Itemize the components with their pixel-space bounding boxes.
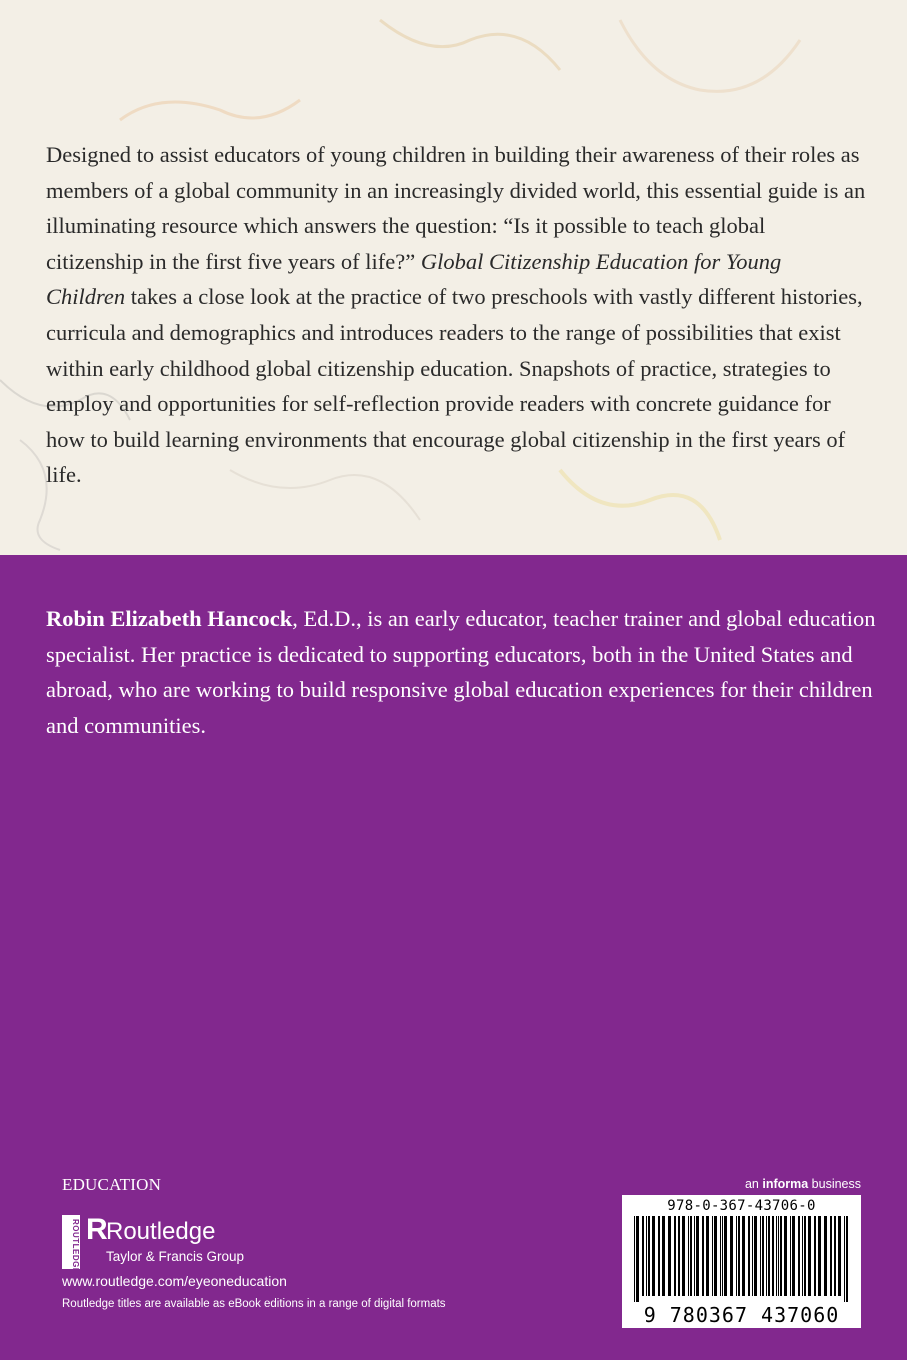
barcode-bar [648, 1216, 650, 1296]
barcode-bar [642, 1216, 644, 1296]
barcode-bar [652, 1216, 655, 1296]
author-name: Robin Elizabeth Hancock [46, 606, 293, 631]
barcode-bar [808, 1216, 811, 1296]
barcode-bars [634, 1216, 849, 1302]
barcode-digits: 9 780367 437060 [643, 1303, 840, 1327]
barcode-bar [802, 1216, 803, 1296]
publisher-group: Taylor & Francis Group [106, 1249, 245, 1264]
author-bio [46, 601, 876, 743]
barcode-bar [814, 1216, 816, 1296]
barcode-bar [730, 1216, 733, 1296]
barcode-bar [682, 1216, 685, 1296]
barcode-bar [688, 1216, 689, 1296]
barcode-bar [846, 1216, 848, 1302]
routledge-vertical-mark [62, 1215, 80, 1274]
barcode-bar [824, 1216, 827, 1296]
isbn-hyphenated: 978-0-367-43706-0 [667, 1198, 816, 1214]
barcode-bar [766, 1216, 767, 1296]
barcode-bar [662, 1216, 665, 1296]
informa-suffix: business [808, 1177, 861, 1191]
barcode-bar [830, 1216, 832, 1296]
blurb-text-end: takes a close look at the practice of two preschools with vastly different histories, curricula and demographics and introduces readers to the range of possibilities that exist within early childhood global citizenship education. Snapshots of practice, strategies to employ and opportunities for self-reflection provide readers with concrete guidance for how to build learning environments that encourage global citizenship in the first years of life. [46, 284, 863, 488]
barcode-bar [668, 1216, 671, 1296]
barcode-bar [748, 1216, 750, 1296]
barcode-bar [760, 1216, 761, 1296]
barcode-bar [834, 1216, 836, 1296]
blurb-paragraph [46, 137, 866, 493]
author-bio-text: , Ed.D., is an early educator, teacher trainer and global education specialist. Her practice is dedicated to supporting educators, both in the United States and abroad, who are working to build responsive global education experiences for their children and communities. [46, 606, 876, 738]
barcode-bar [712, 1216, 713, 1296]
barcode-bar [778, 1216, 779, 1296]
routledge-r-icon: R [86, 1213, 108, 1246]
barcode-bar [736, 1216, 737, 1296]
barcode-bar [674, 1216, 676, 1296]
routledge-logo [62, 1213, 362, 1274]
informa-brand: informa [762, 1177, 809, 1191]
barcode-bar [724, 1216, 727, 1296]
informa-prefix: an [744, 1177, 763, 1191]
barcode-bar [706, 1216, 709, 1296]
book-title-italic: Global Citizenship Education for Young Children [46, 248, 782, 310]
barcode-bar [798, 1216, 800, 1296]
barcode-bar [776, 1216, 777, 1296]
routledge-vertical-mark-text: ROUTLEDGE [71, 1219, 80, 1274]
barcode-bar [658, 1216, 660, 1296]
publisher-url: www.routledge.com/eyeoneducation [62, 1273, 287, 1289]
barcode-bar [678, 1216, 680, 1296]
barcode-bar [762, 1216, 764, 1296]
barcode-bar [634, 1216, 635, 1302]
barcode-bar [792, 1216, 795, 1296]
back-cover-top-panel [0, 0, 907, 555]
barcode-bar [702, 1216, 704, 1296]
barcode-bar [768, 1216, 770, 1296]
barcode-bar [714, 1216, 717, 1296]
subject-category: EDUCATION [62, 1175, 162, 1194]
barcode-bar [738, 1216, 740, 1296]
informa-business-tagline [720, 1177, 861, 1191]
isbn-barcode [622, 1195, 861, 1328]
barcode-bar [636, 1216, 639, 1302]
barcode-bar [720, 1216, 721, 1296]
barcode-bar [696, 1216, 699, 1296]
barcode-bar [780, 1216, 782, 1296]
ebook-note: Routledge titles are available as eBook editions in a range of digital formats [62, 1298, 446, 1310]
barcode-bar [752, 1216, 753, 1296]
back-cover-bottom-panel [0, 555, 907, 1360]
barcode-bar [754, 1216, 757, 1296]
barcode-bar [772, 1216, 774, 1296]
publisher-name: Routledge [106, 1218, 216, 1245]
barcode-bar [844, 1216, 845, 1302]
barcode-bar [646, 1216, 647, 1296]
barcode-bar [818, 1216, 821, 1296]
blurb-text-start: Designed to assist educators of young children in building their awareness of their roles as members of a global community in an increasingly divided world, this essential guide is an illuminating resource which answers the question: “Is it possible to teach global citizenship in the first five years of life?” [46, 142, 866, 274]
barcode-bar [690, 1216, 692, 1296]
barcode-bar [804, 1216, 806, 1296]
barcode-bar [694, 1216, 695, 1296]
barcode-bar [722, 1216, 723, 1296]
barcode-bar [790, 1216, 791, 1296]
barcode-bar [838, 1216, 841, 1296]
barcode-bar [784, 1216, 787, 1296]
barcode-bar [742, 1216, 745, 1296]
